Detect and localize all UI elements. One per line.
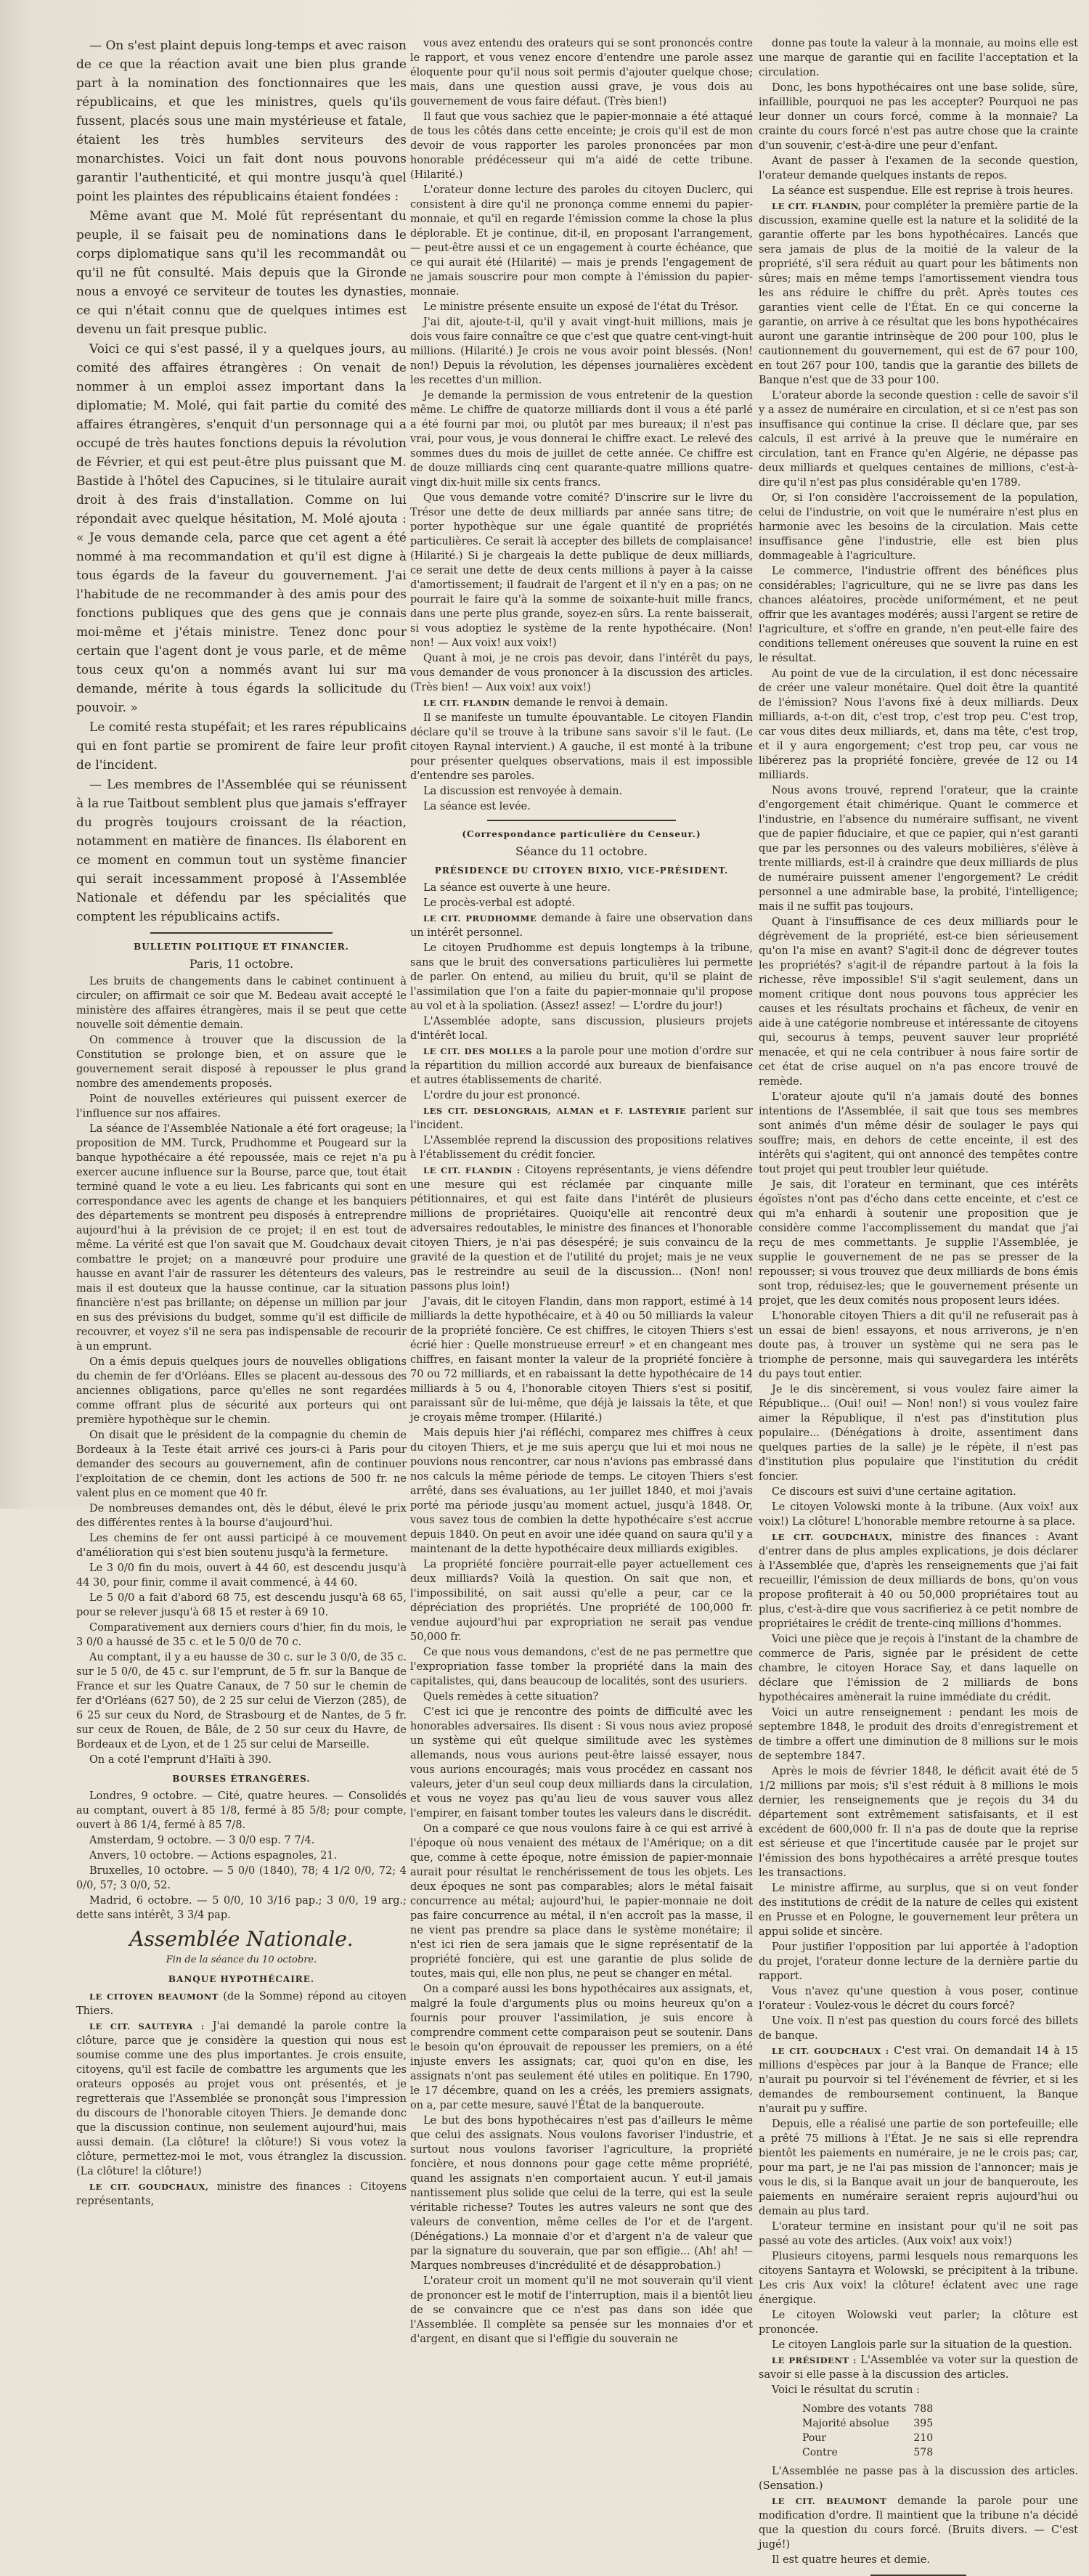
article-paragraph: Mais depuis hier j'ai réfléchi, comparez mes chiffres à ceux du citoyen Thiers, et je me suis aperçu que lui et moi nous ne pouvions nous rencontrer, car nous n'avions pas embrassé dans nos calculs la même période de temps. Le citoyen Thiers s'est arrêté, dans ses évaluations, au 1er juillet 1840, et moi j'avais porté ma période jusqu'au moment actuel, jusqu'à 1848. Or, vous savez tous de combien la dette hypothécaire s'est accrue depuis 1840. On peut en avoir une idée quand on saura qu'il y a maintenant de la dette hypothécaire deux milliards exigibles. (410, 1427, 753, 1555)
article-paragraph (410, 1163, 753, 1294)
article-paragraph: Plusieurs citoyens, parmi lesquels nous remarquons les citoyens Santayra et Wolowski, se précipitent à la tribune. Les cris Aux voix! la clôture! éclatent avec une rage énergique. (759, 2251, 1078, 2306)
article-paragraph: Depuis, elle a réalisé une partie de son portefeuille; elle a prêté 75 millions à l'État. Je ne sais si elle reprendra bientôt les paiements en numéraire, je ne le crois pas; car, pour ma part, je ne l'ai pas mission de l'annoncer; mais je vous le dis, si la Banque avait un jour de banqueroute, les paiements en numéraire seraient repris aujourd'hui ou demain au plus tard. (759, 2119, 1078, 2217)
article-paragraph: Le ministre affirme, au surplus, que si on veut fonder des institutions de crédit de la nature de celles qui existent en Prusse et en Pologne, le gouvernement leur prêtera un appui solide et sincère. (759, 1883, 1078, 1938)
article-paragraph: L'orateur ajoute qu'il n'a jamais douté des bonnes intentions de l'Assemblée, il sait que tous ses membres sont animés d'un même désir de soulager le pays qui souffre; mais, en dehors de cette enceinte, il est des intérêts qui s'agitent, qui ont annoncé des tempêtes contre tout projet qui peut troubler leur quiétude. (759, 1091, 1078, 1175)
section-divider (150, 932, 332, 934)
speech-text: demande à faire une observation dans un intérêt personnel. (410, 913, 753, 939)
page-fold-shadow (0, 0, 29, 1509)
article-paragraph: La séance de l'Assemblée Nationale a été fort orageuse; la proposition de MM. Turck, Prudhomme et Pougeard sur la banque hypothécaire a été repoussée, mais ce rejet n'a pu exercer aucune influence sur la Bourse, parce que, tout était terminé quand le vote a eu lieu. Les fabricants qui sont en correspondance avec les agents de change et les banquiers des départements se montrent peu disposés à entreprendre aujourd'hui à la prévision de ce projet; il en est tout de même. La vérité est que l'on savait que M. Goudchaux devait combattre le projet; on a manœuvré pour produire une hausse en avant l'air de rassurer les détenteurs des valeurs, mais il est douteux que la hausse continue, car la situation financière n'est pas brillante; on dépense un million par jour en sus des prévisions du budget, somme qu'il est difficile de recouvrer, et voyez s'il ne sera pas indispensable de recourir à un emprunt. (76, 1123, 407, 1353)
article-paragraph: La séance est ouverte à une heure. (423, 882, 611, 894)
article-paragraph: — Les membres de l'Assemblée qui se réunissent à la rue Taitbout semblent plus que jamais s'effrayer du progrès toujours croissant de la réaction, notamment en matière de finances. Ils élaborent en ce moment en commun tout un système financier qui serait incessamment proposé à l'Assemblée Nationale et défendu par les spécialités que comptent les républicains actifs. (76, 778, 407, 924)
vote-label: Pour (802, 2432, 826, 2444)
article-paragraph: Je le dis sincèrement, si vous voulez faire aimer la République... (Oui! oui! — Non! non!) si vous voulez faire aimer la République, il n'est pas d'institution plus populaire... (Dénégations à droite, assentiment dans quelques parties de la salle) je le répète, il n'est pas d'institution plus populaire que l'institution du crédit foncier. (759, 1384, 1078, 1483)
article-paragraph (759, 199, 1078, 388)
vote-value: 210 (913, 2432, 934, 2444)
article-paragraph: Quant à l'insuffisance de ces deux milliards pour le dégrèvement de la propriété, est-ce bien sérieusement qu'on l'a mise en avant? S'agit-il donc de dégrever toutes les propriétés? s'agit-il de répandre partout à la fois la richesse, rêve impossible! S'il s'agit seulement, dans un moment critique dont nous pouvons tous apprécier les causes et les résultats prochains et fâcheux, de venir en aide à une catégorie nombreuse et intéressante de citoyens qui, secourus à temps, peuvent sauver leur propriété menacée, et qui ne cela contribuer à nous faire sortir de cet état de crise auquel on n'a pas encore trouvé de remède. (759, 916, 1078, 1088)
article-paragraph (759, 2044, 1078, 2116)
article-paragraph: Il est quatre heures et demie. (772, 2554, 930, 2566)
speaker-name: LE CIT. GOUDCHAUX, (772, 1532, 893, 1542)
speech-text: demande le renvoi à demain. (513, 697, 669, 709)
article-paragraph: Voici le résultat du scrutin : (772, 2384, 920, 2396)
article-paragraph (410, 1044, 753, 1088)
vote-label: Majorité absolue (802, 2418, 889, 2429)
article-paragraph: L'orateur croit un moment qu'il ne mot souverain qu'il vient de prononcer est le motif de l'interruption, mais il a bientôt lieu de se convaincre que ce n'est pas dans son idée que l'Assemblée. Il complète sa pensée sur les monnaies d'or et d'argent, en disant que si l'effigie du souverain ne (410, 2275, 753, 2345)
speaker-name: LE CITOYEN BEAUMONT (89, 1992, 219, 2002)
article-paragraph: Vous n'avez qu'une question à vous poser, continue l'orateur : Voulez-vous le décret du cours forcé? (759, 1986, 1078, 2012)
article-paragraph: L'Assemblée ne passe pas à la discussion des articles. (Sensation.) (759, 2466, 1078, 2492)
article-paragraph: Londres, 9 octobre. — Cité, quatre heures. — Consolidés au comptant, ouvert à 85 1/8, fermé à 85 5/8; pour compte, ouvert à 86 1/4, fermé à 85 7/8. (76, 1790, 407, 1831)
article-paragraph: Comparativement aux derniers cours d'hier, fin du mois, le 3 0/0 a haussé de 35 c. et le 5 0/0 de 70 c. (76, 1622, 407, 1648)
article-paragraph: On disait que le président de la compagnie du chemin de Bordeaux à la Teste était arrivé ces jours-ci à Paris pour demander des secours au gouvernement, afin de continuer l'exploitation de ce chemin, dont les actions de 500 fr. ne valent plus en ce moment que 40 fr. (76, 1430, 407, 1499)
article-paragraph: La discussion est renvoyée à demain. (423, 786, 623, 797)
speech-text: demande la parole pour une modification d'ordre. Il maintient que la tribune n'a décidé que la question du cours forcé. (Bruits divers. — C'est jugé!) (759, 2495, 1079, 2551)
article-paragraph (410, 911, 753, 940)
article-paragraph: Voici ce qui s'est passé, il y a quelques jours, au comité des affaires étrangères : On venait de nommer à un emploi assez important dans la diplomatie; M. Molé, qui fait partie du comité des affaires étrangères, s'enquit d'un personnage qui a occupé de très hautes fonctions depuis la révolution de Février, et qui est peut-être plus puissant que M. Bastide à l'hôtel des Capucines, si le titulaire aurait droit à des frais d'installation. Comme on lui répondait avec quelque hésitation, M. Molé ajouta : « Je vous demande cela, parce que cet agent a été nommé à ma recommandation et qu'il est digne à tous égards de la faveur du gouvernement. J'ai l'habitude de ne recommander à des amis pour des fonctions publiques que des gens que je connais moi-même et j'étais ministre. Tenez donc pour certain que l'agent dont je vous parle, et de même tous ceux qu'on a nommés avant lui sur ma demande, mérite à tous égards la sollicitude du pouvoir. » (76, 342, 407, 715)
speech-text: ministre des finances : Avant d'entrer dans de plus amples explications, je dois déclarer à l'Assemblée que, d'après les renseignements que j'ai fait recueillir, l'émission de deux milliards de bons, qu'on vous propose profiterait à 40 ou 50,000 propriétaires tout au plus, c'est-à-dire que vous sacrifieriez à ce petit nombre de propriétaires le crédit de trente-cinq millions d'hommes. (759, 1531, 1078, 1630)
speaker-name: LES CIT. DESLONGRAIS, ALMAN et F. LASTEYRIE (423, 1106, 687, 1116)
article-paragraph: Le 5 0/0 a fait d'abord 68 75, est descendu jusqu'à 68 65, pour se relever jusqu'à 68 15 et rester à 69 10. (76, 1592, 407, 1618)
vote-value: 578 (913, 2447, 934, 2458)
speaker-name: LE CIT. FLANDIN (423, 698, 510, 708)
article-paragraph: Anvers, 10 octobre. — Actions espagnoles, 21. (89, 1850, 338, 1862)
speaker-name: LE CIT. FLANDIN : (423, 1165, 521, 1175)
article-paragraph: Que vous demande votre comité? D'inscrire sur le livre du Trésor une dette de deux milliards par année sans titre; de porter hypothèque sur une égale quantité de propriétés particulières. Ce serait là accepter des billets de complaisance! (Hilarité.) Si je chargeais la dette publique de deux milliards, ce serait une dette de deux cents millions à payer à la caisse d'amortissement; il faudrait de l'argent et il n'y en a pas; on ne pourrait le faire qu'à la somme de soixante-huit mille francs, dans une perte plus grande, soyez-en sûrs. La rente baisserait, si vous adoptiez le système de la rente hypothécaire. (Non! non! — Aux voix! aux voix!) (410, 492, 753, 649)
article-paragraph: Ce discours est suivi d'une certaine agitation. (772, 1486, 1016, 1498)
article-paragraph: Quant à moi, je ne crois pas devoir, dans l'intérêt du pays, vous demander de vous prononcer à la discussion des articles. (Très bien! — Aux voix! aux voix!) (410, 653, 753, 693)
article-paragraph: Or, si l'on considère l'accroissement de la population, celui de l'industrie, on voit que le numéraire n'est plus en harmonie avec les besoins de la circulation. Mais cette insuffisance gêne l'industrie, elle est bien plus dommageable à l'agriculture. (759, 492, 1078, 562)
dateline: Paris, 11 octobre. (189, 957, 294, 971)
speech-text: a la parole pour une motion d'ordre sur la répartition du million accordé aux bureaux de bienfaisance et autres établissements de charité. (410, 1046, 754, 1086)
article-paragraph: La séance est levée. (423, 801, 531, 812)
article-paragraph: L'honorable citoyen Thiers a dit qu'il ne refuserait pas à un essai de bien! essayons, et nous arriverons, je n'en doute pas, à trouver un système qui ne sera pas le triomphe de personne, mais qui sauvegardera les intérêts du pays tout entier. (759, 1311, 1078, 1380)
article-paragraph (410, 696, 753, 710)
article-paragraph: Quels remèdes à cette situation? (423, 1691, 599, 1703)
article-paragraph: Madrid, 6 octobre. — 5 0/0, 10 3/16 pap.; 3 0/0, 19 arg.; dette sans intérêt, 3 3/4 pap. (76, 1895, 407, 1921)
article-paragraph: La propriété foncière pourrait-elle payer actuellement ces deux milliards? Voilà la question. On sait que non, et l'impossibilité, on sait aussi qu'elle a peur, car ce la dépréciation des propriétés. Une propriété de 100,000 fr. vendue aujourd'hui par expropriation ne serait pas vendue 50,000 fr. (410, 1559, 753, 1643)
article-paragraph: Le citoyen Volowski monte à la tribune. (Aux voix! aux voix!) La clôture! L'honorable membre retourne à sa place. (759, 1501, 1078, 1528)
article-paragraph: Ce que nous vous demandons, c'est de ne pas permettre que l'expropriation fasse tomber la propriété dans la main des capitalistes, qui, dans beaucoup de localités, sont des usuriers. (410, 1647, 753, 1687)
speech-text: (de la Somme) répond au citoyen Thiers. (76, 1991, 407, 2017)
article-paragraph: J'avais, dit le citoyen Flandin, dans mon rapport, estimé à 14 milliards la dette hypothécaire, et à 40 ou 50 milliards la valeur de la propriété foncière. Ce est chiffres, le citoyen Thiers s'est écrié hier : Quelle monstrueuse erreur! » et en changeant mes chiffres, en faisant monter la valeur de la propriété foncière à 70 ou 72 milliards, et en rabaissant la dette hypothécaire de 14 milliards à 5 ou 4, l'honorable citoyen Thiers s'est si positif, paraissant sûr de lui-même, que déjà je laissais la tête, et que je croyais même tromper. (Hilarité.) (410, 1296, 753, 1424)
article-paragraph: Amsterdam, 9 octobre. — 3 0/0 esp. 7 7/4. (89, 1835, 315, 1846)
article-paragraph: J'ai dit, ajoute-t-il, qu'il y avait vingt-huit millions, mais je dois vous faire connaître ce que c'est que quatre cent-vingt-huit millions. (Hilarité.) Je crois ne vous avoir point blessés. (Non! non!) Depuis la révolution, les dépenses journalières excèdent les recettes d'un million. (410, 317, 753, 386)
article-paragraph: Je sais, dit l'orateur en terminant, que ces intérêts égoïstes n'ont pas d'écho dans cette enceinte, et c'est ce qui m'a enhardi à soutenir une proposition que je considère comme l'accomplissement du mandat que j'ai reçu de mes commettants. Je supplie l'Assemblée, je supplie le gouvernement de ne pas se presser de la repousser; si vous trouvez que deux milliards de bons émis sont trop, réduisez-les; que le gouvernement présente un projet, que les deux comités nous proposent leurs idées. (759, 1179, 1078, 1307)
article-paragraph: L'ordre du jour est prononcé. (423, 1090, 581, 1101)
article-paragraph (410, 1104, 753, 1133)
column-2 (410, 36, 754, 2345)
article-paragraph (76, 2180, 407, 2209)
assembly-subtitle: Fin de la séance du 10 octobre. (166, 1955, 317, 1965)
article-paragraph: L'orateur aborde la seconde question : celle de savoir s'il y a assez de numéraire en circulation, et si ce n'est pas son insuffisance qui continue la crise. Il déclare que, par ses calculs, il est arrivé à la preuve que le numéraire en circulation, tant en France qu'en Algérie, ne dépasse pas deux milliards et quelques centaines de millions, c'est-à-dire qu'il n'est pas plus considérable qu'en 1789. (759, 390, 1078, 489)
speaker-name: LE CIT. BEAUMONT (772, 2496, 887, 2506)
section-heading-bulletin: BULLETIN POLITIQUE ET FINANCIER. (134, 942, 349, 952)
article-paragraph (76, 1989, 407, 2018)
vote-label: Contre (802, 2447, 838, 2458)
article-paragraph: — On s'est plaint depuis long-temps et avec raison de ce que la réaction avait une bien plus grande part à la nomination des fonctionnaires que les républicains, et que les ministres, quels qu'ils fussent, placés sous une main mystérieuse et fatale, étaient les très humbles serviteurs des monarchistes. Voici un fait dont nous pouvons garantir l'authenticité, et qui montre jusqu'à quel point les plaintes des républicains étaient fondées : (76, 38, 407, 204)
article-paragraph: La séance est suspendue. Elle est reprise à trois heures. (772, 185, 1074, 197)
vote-label: Nombre des votants (802, 2403, 907, 2415)
speech-text: L'Assemblée va voter sur la question de savoir si elle passe à la discussion des articles. (759, 2355, 1078, 2381)
article-paragraph: Donc, les bons hypothécaires ont une base solide, sûre, infaillible, pourquoi ne pas les accepter? Pourquoi ne pas leur donner un cours forcé, comme à la monnaie? La crainte du cours forcé n'est pas autre chose que la crainte d'un souvenir, c'est-à-dire une peur d'enfant. (759, 82, 1078, 152)
speech-text: pour compléter la première partie de la discussion, examine quelle est la nature et la solidité de la garantie offerte par les bons hypothécaires. Lancés que sera jamais de plus de la moitié de la valeur de la propriété, s'il sera réduit au quart pour les bâtiments non sûres; mais en même temps l'amortissement viendra tous les ans réduire le chiffre du prêt. Après toutes ces garanties vient celle de l'État. En ce qui concerne la garantie, on arrive à ce résultat que les bons hypothécaires auront une garantie intrinsèque de 200 pour 100, plus le cautionnement du gouvernement, qui est de 67 pour 100, en tout 267 pour 100, tandis que la garantie des billets de Banque n'est que de 33 pour 100. (759, 200, 1078, 386)
article-paragraph: On commence à trouver que la discussion de la Constitution se prolonge bien, et on assure que le gouvernement serait disposé à repousser le plus grand nombre des amendements proposés. (76, 1035, 407, 1090)
article-paragraph: Le citoyen Langlois parle sur la situation de la question. (772, 2339, 1072, 2351)
correspondence-note: (Correspondance particulière du Censeur.) (462, 829, 701, 839)
speech-text: C'est vrai. On demandait 14 à 15 millions d'espèces par jour à la Banque de France; elle n'aurait pu pourvoir si tel l'événement de février, et si les demandes de remboursement continuent, la Banque n'aurait pu y suffire. (759, 2045, 1079, 2115)
article-paragraph (759, 2494, 1078, 2552)
article-paragraph: Le citoyen Prudhomme est depuis longtemps à la tribune, sans que le bruit des conversations particulières lui permette de parler. On entend, au milieu du bruit, qu'il se plaint de l'assimilation que l'on a faite du papier-monnaie qu'il propose au vol et à la spoliation. (Assez! assez! — L'ordre du jour!) (410, 942, 753, 1012)
article-paragraph: Voici un autre renseignement : pendant les mois de septembre 1848, le produit des droits d'enregistrement et de timbre a offert une diminution de 8 millions sur le mois de septembre 1847. (759, 1707, 1078, 1762)
session-date: Séance du 11 octobre. (515, 844, 648, 858)
speech-text: ministre des finances : Citoyens représentants, (76, 2181, 407, 2207)
article-paragraph (759, 2353, 1078, 2382)
article-paragraph: Une voix. Il n'est pas question du cours forcé des billets de banque. (759, 2015, 1078, 2042)
article-paragraph: Voici une pièce que je reçois à l'instant de la chambre de commerce de Paris, signée par le président de cette chambre, le citoyen Horace Say, et dans laquelle on déclare que l'émission de 2 milliards de bons hypothécaires amènerait la ruine immédiate du crédit. (759, 1634, 1078, 1703)
article-paragraph: Avant de passer à l'examen de la seconde question, l'orateur demande quelques instants de repos. (759, 155, 1078, 182)
article-paragraph: Point de nouvelles extérieures qui puissent exercer de l'influence sur nos affaires. (76, 1093, 407, 1120)
article-paragraph: donne pas toute la valeur à la monnaie, au moins elle est une marque de garantie qui en facilite l'acceptation et la circulation. (759, 38, 1078, 78)
article-paragraph: Après le mois de février 1848, le déficit avait été de 5 1/2 millions par mois; s'il s'est réduit à 8 millions le mois dernier, les renseignements que je reçois du 34 du département sont extrêmement satisfaisants, et il est excédent de 600,000 fr. Il n'a pas de doute que la reprise est sérieuse et que l'incertitude causée par le projet sur l'émission des bons hypothécaires a arrêté presque toutes les transactions. (759, 1766, 1078, 1879)
article-paragraph: On a comparé ce que nous voulons faire à ce qui est arrivé à l'époque où nous venaient des métaux de l'Amérique; on a dit que, comme à cette époque, notre émission de papier-monnaie aurait pour résultat le renchérissement de tous les objets. Les deux époques ne sont pas comparables; alors le métal faisait concurrence au métal; aujourd'hui, le papier-monnaie ne doit pas faire concurrence au métal, il n'en accroît pas la masse, il ne vient pas prendre sa place dans le système monétaire; il n'est ici rien de sera jamais que le signe représentatif de la propriété foncière, qui est une garantie de plus solide de toutes, mais qui, elle non plus, ne peut se changer en métal. (410, 1823, 753, 1980)
article-paragraph: Au point de vue de la circulation, il est donc nécessaire de créer une valeur monétaire. Quel doit être la quantité de l'émission? Nous l'avons fixé à deux milliards. Deux milliards, a-t-on dit, c'est trop, c'est trop peu. C'est trop, car vous dites deux milliards, et, dans ma tête, c'est trop, et il y aura engorgement; c'est trop peu, car vous ne libérerez pas la propriété foncière, grevée de 12 ou 14 milliards. (759, 668, 1078, 781)
article-paragraph: L'orateur termine en insistant pour qu'il ne soit pas passé au vote des articles. (Aux voix! aux voix!) (759, 2221, 1078, 2247)
article-paragraph: Nous avons trouvé, reprend l'orateur, que la crainte d'engorgement était chimérique. Quant le commerce et l'industrie, en l'absence du numéraire suffisant, ne vivent que de papier fiduciaire, et que ce papier, qui n'est garanti que par les personnes ou des valeurs mobilières, s'élève à trente milliards, est-il à craindre que deux milliards de plus de numéraire puissent amener l'engorgement? Le crédit personnel a une admirable base, la probité, l'intelligence; mais il ne suffit pas toujours. (759, 785, 1078, 913)
article-paragraph: De nombreuses demandes ont, dès le début, élevé le prix des différentes rentes à la bourse d'aujourd'hui. (76, 1503, 407, 1529)
speech-text: Citoyens représentants, je viens défendre une mesure qui est réclamée par cinquante mille pétitionnaires, et qui est faite dans l'intérêt de plusieurs millions de propriétaires. Quoiqu'elle ait rencontré deux adversaires redoutables, le ministre des finances et l'honorable citoyen Thiers, je n'ai pas désespéré; je suis convaincu de la gravité de la question et de l'utilité du projet; mais je ne veux pas le restreindre au seuil de la discussion... (Non! non! passons plus loin!) (410, 1165, 754, 1292)
article-paragraph: L'Assemblée reprend la discussion des propositions relatives à l'établissement du crédit foncier. (410, 1135, 753, 1161)
article-paragraph: Bruxelles, 10 octobre. — 5 0/0 (1840), 78; 4 1/2 0/0, 72; 4 0/0, 57; 3 0/0, 52. (76, 1865, 407, 1891)
section-heading-banque: BANQUE HYPOTHÉCAIRE. (168, 1974, 315, 1984)
speaker-name: LE PRÉSIDENT : (772, 2355, 857, 2365)
article-paragraph: Le 3 0/0 fin du mois, ouvert à 44 60, est descendu jusqu'à 44 30, pour finir, comme il avait commencé, à 44 60. (76, 1562, 407, 1589)
speaker-name: LE CIT. PRUDHOMME (423, 913, 537, 924)
vote-row (802, 2445, 940, 2460)
article-paragraph (759, 1530, 1078, 1631)
article-paragraph: L'Assemblée adopte, sans discussion, plusieurs projets d'intérêt local. (410, 1016, 753, 1042)
speaker-name: LE CIT. SAUTEYRA : (89, 2021, 205, 2031)
article-paragraph: Le citoyen Wolowski veut parler; la clôture est prononcée. (759, 2310, 1078, 2336)
article-paragraph: L'orateur donne lecture des paroles du citoyen Duclerc, qui consistent à dire qu'il ne prononça comme ennemi du papier-monnaie, et qu'il en regarde l'émission comme la chose la plus déplorable. Et je continue, dit-il, en proposant l'arrangement, — peut-être aussi et ce un engagement à courte échéance, que ce qui aurait été (Hilarité) — mais je prends l'engagement de ne jamais souscrire pour mon compte à l'émission du papier-monnaie. (410, 184, 753, 298)
article-paragraph: Il faut que vous sachiez que le papier-monnaie a été attaqué de tous les côtés dans cette enceinte; je crois qu'il est de mon devoir de vous rapporter les paroles prononcées par mon honorable prédécesseur qui m'a aidé de cette tribune. (Hilarité.) (410, 111, 753, 181)
article-paragraph: On a émis depuis quelques jours de nouvelles obligations du chemin de fer d'Orléans. Elles se placent au-dessous des anciennes obligations, parce qu'elles ne sont regardées comme offrant plus de sécurité aux porteurs qui ont première hypothèque sur le chemin. (76, 1356, 407, 1426)
vote-row (802, 2402, 940, 2416)
speaker-name: LE CIT. FLANDIN, (772, 201, 862, 211)
article-paragraph: On a comparé aussi les bons hypothécaires aux assignats, et, malgré la foule d'arguments plus ou moins heureux qu'on a fournis pour prouver l'assimilation, je suis encore à comprendre comment cette comparaison peut se soutenir. Dans le besoin qu'on éprouvait de repousser les premiers, on a été injuste envers les assignats; car, quoi qu'on en dise, les assignats n'ont pas seulement été utiles en politique. En 1790, le 17 décembre, quand on les a créés, les premiers assignats, on a, par cette mesure, sauvé l'État de la banqueroute. (410, 1984, 753, 2111)
vote-row (802, 2431, 940, 2445)
column-1 (76, 36, 407, 2207)
article-paragraph: Les bruits de changements dans le cabinet continuent à circuler; on affirmait ce soir que M. Bedeau avait accepté le ministère des affaires étrangères, mais il se peut que cette nouvelle soit démentie demain. (76, 976, 407, 1031)
article-paragraph (76, 2019, 407, 2179)
article-paragraph: Il se manifeste un tumulte épouvantable. Le citoyen Flandin déclare qu'il se trouve à la tribune sans savoir s'il le faut. (Le citoyen Raynal intervient.) A gauche, il est monté à la tribune pour présenter quelques observations, mais il est impossible d'entendre ses paroles. (410, 712, 753, 782)
section-heading-bourses: BOURSES ÉTRANGÈRES. (172, 1774, 311, 1784)
vote-row (802, 2416, 940, 2431)
article-paragraph: Je demande la permission de vous entretenir de la question même. Le chiffre de quatorze milliards dont il vous a été parlé a été fourni par moi, ou plutôt par mes bureaux; il n'est pas vrai, pour vous, je vous donnerai le chiffre exact. Le relevé des sommes dues du mois de juillet de cette année. Ce chiffre est de douze milliards cinq cent quarante-quatre millions quatre-vingt dix-huit mille six cents francs. (410, 390, 753, 489)
article-paragraph: Le comité resta stupéfait; et les rares républicains qui en font partie se promirent de faire leur profit de l'incident. (76, 720, 407, 773)
article-paragraph: Le ministre présente ensuite un exposé de l'état du Trésor. (423, 301, 738, 313)
article-paragraph: Les chemins de fer ont aussi participé à ce mouvement d'amélioration qui s'est bien soutenu jusqu'à la fermeture. (76, 1533, 407, 1559)
speaker-name: LE CIT. DES MOLLES (423, 1046, 532, 1056)
section-divider (487, 820, 676, 821)
vote-value: 788 (913, 2403, 934, 2415)
speech-text: J'ai demandé la parole contre la clôture, parce que je considère la question qui nous est soumise comme une des plus importantes. Je crois ensuite, citoyens, qu'il est facile de combattre les arguments que les orateurs opposés au projet vous ont présentés, et je regretterais que l'Assemblée se prononçât sous l'impression du discours de l'honorable citoyen Thiers. Je demande donc que la discussion continue, non seulement aujourd'hui, mais aussi demain. (La clôture! la clôture!) Si vous votez la clôture, permettez-moi le mot, vous étranglez la discussion. (La clôture! la clôture!) (76, 2021, 407, 2177)
speaker-name: LE CIT. GOUDCHAUX : (772, 2046, 889, 2056)
vote-results-table (802, 2402, 940, 2460)
column-3 (759, 36, 1079, 2566)
article-paragraph: vous avez entendu des orateurs qui se sont prononcés contre le rapport, et vous venez encore d'entendre une parole assez éloquente pour qu'il nous soit permis d'ajouter quelque chose; mais, dans une question aussi grave, je vous dois au gouvernement de vous faire défaut. (Très bien!) (410, 38, 753, 107)
article-paragraph: Le but des bons hypothécaires n'est pas d'ailleurs le même que celui des assignats. Nous voulons favoriser l'industrie, et surtout nous voulons favoriser l'agriculture, la propriété foncière, et nous donnons pour gage cette même propriété, quand les assignats n'en comportaient aucun. Y eut-il jamais nantissement plus solide que celui de la terre, qui est la seule véritable richesse? Toutes les autres valeurs ne sont que des valeurs de convention, même celles de l'or et de l'argent. (Dénégations.) La monnaie d'or et d'argent n'a de valeur que par la signature du souverain, que par son effigie... (Ah! ah! — Marques nombreuses d'incrédulité et de désapprobation.) (410, 2115, 753, 2272)
article-paragraph: Le procès-verbal est adopté. (423, 897, 576, 909)
presidence-heading: PRÉSIDENCE DU CITOYEN BIXIO, VICE-PRÉSIDENT. (434, 865, 729, 876)
speech-text: parlent sur l'incident. (410, 1105, 754, 1131)
article-paragraph: On a coté l'emprunt d'Haïti à 390. (89, 1754, 272, 1766)
article-paragraph: Le commerce, l'industrie offrent des bénéfices plus considérables; l'agriculture, qui ne se livre pas dans les chances aléatoires, procède uniformément, et ne peut offrir que les avantages modérés; aussi l'argent se retire de l'agriculture, et s'offre en grande, n'en peut-elle faire des conditions tellement onéreuses que souvent la ruine en est le résultat. (759, 566, 1078, 664)
article-paragraph: Même avant que M. Molé fût représentant du peuple, il se faisait peu de nominations dans le corps diplomatique sans qu'il les recommandât ou qu'il ne fût consulté. Mais depuis que la Gironde nous a envoyé ce serviteur de toutes les dynasties, ce qui n'était connu que de quelques intimes est devenu un fait presque public. (76, 209, 407, 337)
article-paragraph: Au comptant, il y a eu hausse de 30 c. sur le 3 0/0, de 35 c. sur le 5 0/0, de 45 c. sur l'emprunt, de 5 fr. sur la Banque de France et sur les Quatre Canaux, de 7 50 sur le chemin de fer d'Orléans (627 50), de 2 25 sur celui de Vierzon (285), de 6 25 sur ceux du Nord, de Strasbourg et de Nantes, de 5 fr. sur ceux de Rouen, de Bâle, de 2 50 sur ceux du Havre, de Bordeaux et de Lyon, et de 1 25 sur celui de Marseille. (76, 1652, 407, 1750)
vote-value: 395 (913, 2418, 934, 2429)
assembly-title: Assemblée Nationale. (129, 1927, 354, 1951)
speaker-name: LE CIT. GOUDCHAUX, (89, 2182, 209, 2192)
article-paragraph: C'est ici que je rencontre des points de difficulté avec les honorables adversaires. Ils disent : Si vous nous aviez proposé un système qui eût quelque similitude avec les systèmes allemands, nous vous aurions peut-être laissé essayer, nous vous aurions encouragés; mais vous procédez en cassant nos valeurs, jeter d'un seul coup deux milliards dans la circulation, et vous ne voyez pas qu'au lieu de vous sauver vous allez l'empirer, en faisant tomber toutes les valeurs dans le discrédit. (410, 1706, 753, 1819)
article-paragraph: Pour justifier l'opposition par lui apportée à l'adoption du projet, l'orateur donne lecture de la dernière partie du rapport. (759, 1941, 1078, 1982)
